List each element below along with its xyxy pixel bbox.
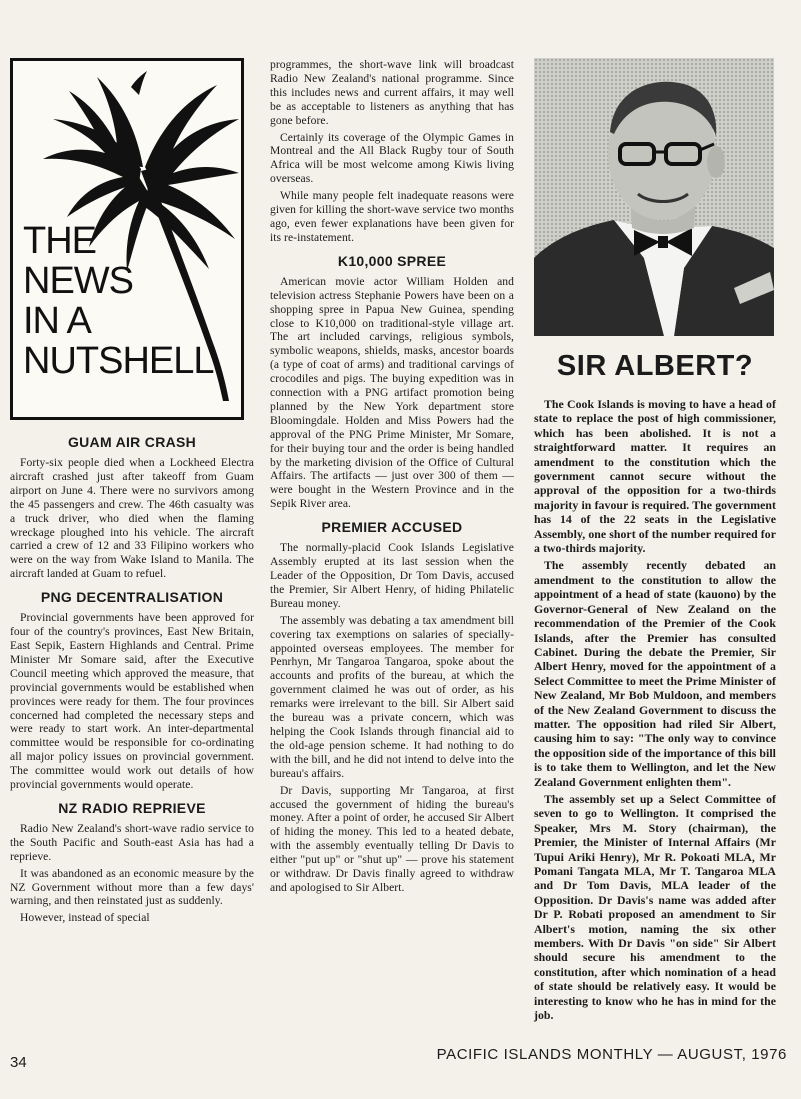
column-left xyxy=(10,58,254,928)
headline-k10000-spree: K10,000 SPREE xyxy=(337,252,447,269)
paragraph: programmes, the short-wave link will broadcast Radio New Zealand's national programme. Since this includes news and current affairs, it may well be as acceptable to listeners as anything that has gone before. xyxy=(270,58,514,127)
paragraph: While many people felt inadequate reasons were given for killing the short-wave service two months ago, even fewer explanations have been given for its re-instatement. xyxy=(270,189,514,244)
column-right xyxy=(534,58,776,1025)
paragraph: Certainly its coverage of the Olympic Games in Montreal and the All Black Rugby tour of South Africa will be most welcome among Kiwis living overseas. xyxy=(270,130,514,186)
paragraph: The assembly was debating a tax amendment bill covering tax exemptions on salaries of specially-appointed overseas employees. The member for Penrhyn, Mr Tangaroa Tangaroa, spoke about the accounts and profits of the bureau, at which the government claimed he was out of order, as his remarks were irrelevant to the bill. Sir Albert said the bureau was a private concern, which was helping the Cook Islands through financial aid to the old-age pension scheme. It had nothing to do with the bill, and he did not intend to delve into the bureau's affairs. xyxy=(270,613,514,780)
magazine-footer: PACIFIC ISLANDS MONTHLY — AUGUST, 1976 xyxy=(436,1046,787,1063)
nutshell-title-line: NEWS xyxy=(23,260,133,302)
paragraph: American movie actor William Holden and television actress Stephanie Powers have been on a shopping spree in Papua New Guinea, spending close to K10,000 on traditional-style village art. The art included carvings, religious symbols, symbolic weapons, shields, masks, ancestor boards (a type of coat of arms) and traditional carvings of crocodiles and pigs. The buying expedition was in connection with a PNG artifact promotion being planned by the New York department store Bloomingdale. Holden and Miss Powers had the approval of the PNG Prime Minister, Mr Somare, for their buying tour and the order is being handled by the marketing division of the Office of Cultural Affairs. The artifacts — just over 300 of them — were bought in the Western Province and in the Sepik River area. xyxy=(270,274,514,511)
paragraph: The assembly recently debated an amendment to the constitution to allow the appointment of a head of state (kauono) by the Governor-General of New Zealand on the recommendation of the Premier of the Cook Islands, after the Premier has consulted Cabinet. During the debate the Premier, Sir Albert Henry, moved for the appointment of a Select Committee to meet the Prime Minister of New Zealand, Mr Bob Muldoon, and members of the New Zealand Government to discuss the matter. The opposition had riled Sir Albert, causing him to say: "The only way to convince the opposition side of the importance of this bill is to take them to Wellington, and let the New Zealand Government enlighten them". xyxy=(534,558,776,789)
page-number: 34 xyxy=(10,1054,27,1071)
headline-sir-albert: SIR ALBERT? xyxy=(556,350,754,382)
paragraph: It was abandoned as an economic measure by the NZ Government without more than a few days' warning, and then reinstated just as suddenly. xyxy=(10,866,254,908)
headline-premier-accused: PREMIER ACCUSED xyxy=(321,519,463,536)
paragraph: Radio New Zealand's short-wave radio service to the South Pacific and South-east Asia has had a reprieve. xyxy=(10,821,254,863)
paragraph: The normally-placid Cook Islands Legislative Assembly erupted at its last session when the Leader of the Opposition, Dr Tom Davis, accused the Premier, Sir Albert Henry, of hiding Philatelic Bureau money. xyxy=(270,541,514,610)
paragraph: Dr Davis, supporting Mr Tangaroa, at first accused the government of hiding the bureau's money. After a point of order, he accused Sir Albert of hiding the money. This led to a heated debate, with the assembly eventually telling Dr Davis to either "put up" or "shut up" — prove his statement or withdraw. Dr Davis finally agreed to withdraw and apologised to Sir Albert. xyxy=(270,783,514,894)
headline-png-decentralisation: PNG DECENTRALISATION xyxy=(40,589,224,606)
paragraph: The Cook Islands is moving to have a head of state to replace the post of high commissioner, which has been abolished. It is not a straightforward matter. It requires an amendment to the constitution which the government cannot secure without the approval of the opposition for a two-thirds majority in favour is required. The government has 14 of the 22 seats in the Legislative Assembly, one short of the number required for a two-thirds majority. xyxy=(534,397,776,556)
nutshell-title-line: IN A xyxy=(23,300,91,342)
nutshell-title-line: NUTSHELL xyxy=(23,340,214,382)
nutshell-title-line: THE xyxy=(23,220,96,262)
paragraph: The assembly set up a Select Committee of seven to go to Wellington. It comprised the Speaker, Mrs M. Story (chairman), the Premier, the Minister of Internal Affairs (Mr Tupui Ariki Henry), Mr R. Pokoati MLA, Mr Pomani Tangata MLA, Mr T. Tangaroa MLA and Dr Tom Davis, MLA leader of the Opposition. Dr Davis's name was added after Dr P. Robati proposed an amendment to Sir Albert's motion, naming the six other members. With Dr Davis "on side" Sir Albert should secure his amendment to the constitution, after which nomination of a head of state should be relatively easy. It would be interesting to know who he has in mind for the job. xyxy=(534,791,776,1023)
paragraph: Forty-six people died when a Lockheed Electra aircraft crashed just after takeoff from Guam airport on June 4. There were no survivors among the 45 passengers and crew. The 46th casualty was a truck driver, who died when the flaming wreckage ploughed into his vehicle. The aircraft carried a crew of 12 and 33 Filipino workers who were on the way from Wake Island to Manila. The aircraft landed at Guam to refuel. xyxy=(10,456,254,581)
headline-guam-air-crash: GUAM AIR CRASH xyxy=(67,434,197,450)
column-middle xyxy=(270,58,514,898)
headline-nz-radio-reprieve: NZ RADIO REPRIEVE xyxy=(58,799,206,816)
portrait-photo xyxy=(534,58,774,336)
news-in-a-nutshell-box xyxy=(10,58,244,420)
paragraph: However, instead of special xyxy=(20,911,150,925)
nutshell-title xyxy=(23,221,214,381)
paragraph: Provincial governments have been approved for four of the country's provinces, East New Britain, East Sepik, Eastern Highlands and Central. Prime Minister Mr Somare said, after the Executive Council meeting which approved the measure, that provincial governments would be established when provinces were ready for them. The four provinces concerned had completed the necessary steps and were ready to start work. An inter-departmental committee would be responsible for co-ordinating all major policy issues on provincial government. The committee would work out details of how provincial governments would operate. xyxy=(10,611,254,792)
